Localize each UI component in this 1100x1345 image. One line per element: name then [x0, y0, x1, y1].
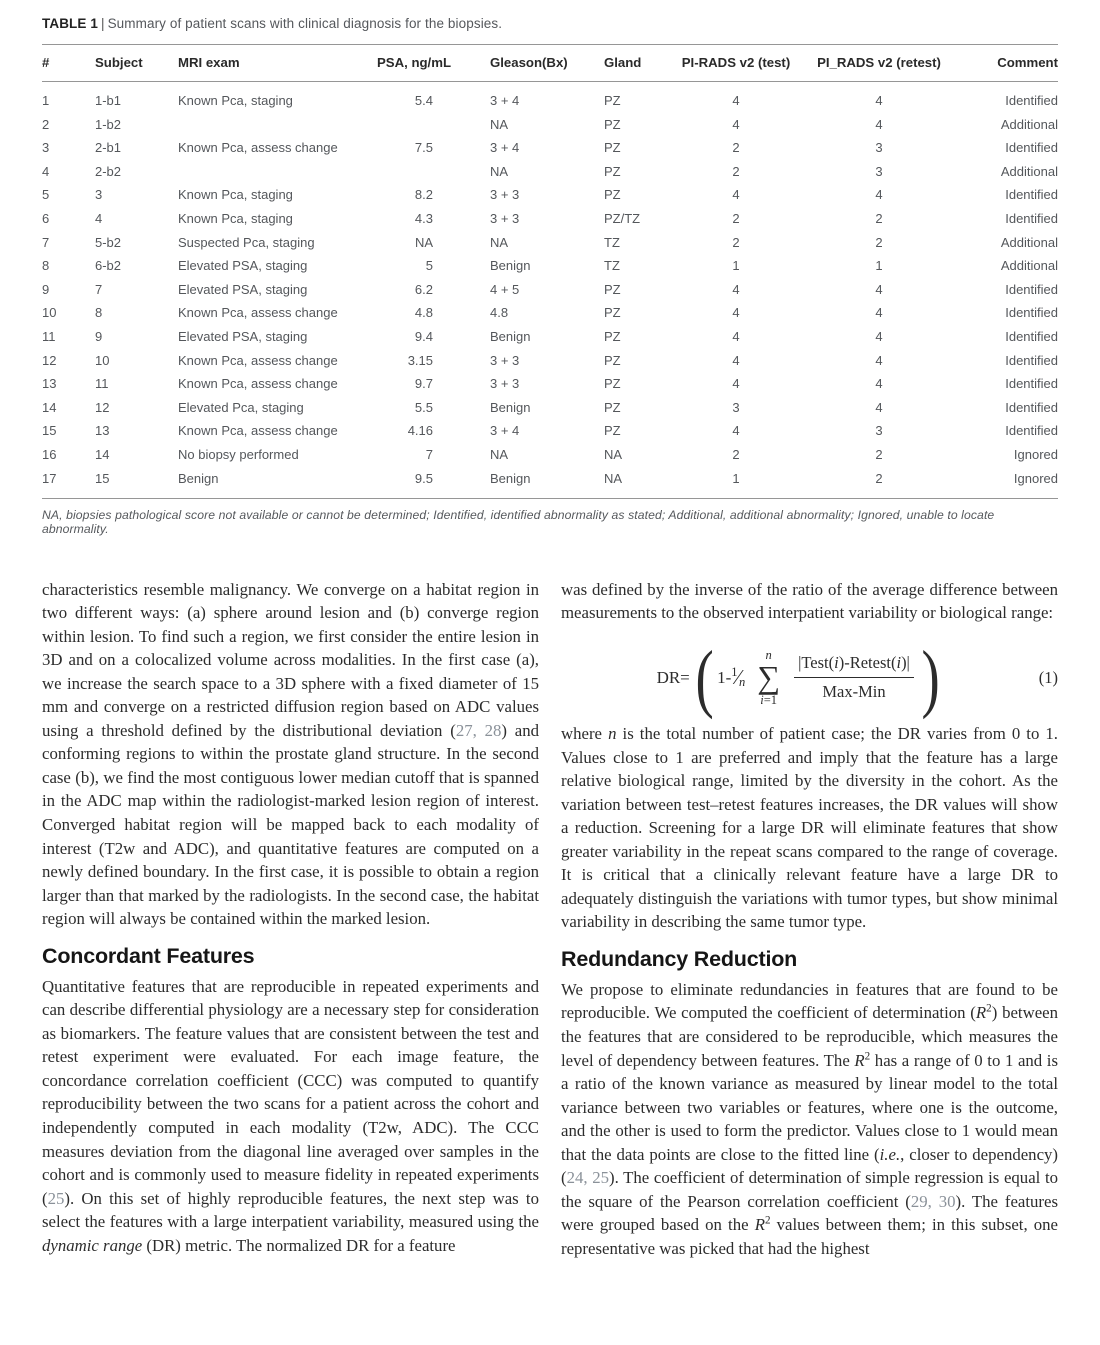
table-cell: 6 [42, 210, 50, 226]
patient-scans-table [42, 44, 1058, 499]
table-cell [377, 159, 490, 183]
table-cell: 2-b1 [95, 140, 122, 156]
table-cell: 15 [95, 470, 110, 486]
table-cell: Elevated PSA, staging [178, 328, 308, 344]
table-cell: No biopsy performed [178, 446, 299, 462]
table-row [42, 443, 1058, 467]
table-cell: 11 [42, 328, 56, 344]
table-cell: 3 [875, 140, 883, 156]
col-header-gleason: Gleason(Bx) [490, 45, 604, 82]
left-column [42, 578, 539, 1261]
paragraph-dr-explanation [561, 722, 1058, 934]
text-segment: We propose to eliminate redundancies in features that are found to be reproducible. We computed the coefficient of determination ( [561, 979, 1058, 1023]
text-segment: i [896, 653, 902, 673]
table-cell: 6.2 [414, 281, 433, 297]
table-cell: 1-b2 [95, 116, 122, 132]
col-header-number: # [42, 45, 95, 82]
table-cell: 16 [42, 446, 57, 462]
table-row [42, 348, 1058, 372]
text-segment: Quantitative features that are reproducible in repeated experiments and can describe differential physiology are a necessary step for consideration as biomarkers. The feature values that are consistent between the test and retest experiment were evaluated. For each image feature, the concordance correlation coefficient (CCC) was computed to quantify reproducibility between the two scans for a patient across the cohort and independently computed in each modality (T2w, ADC). The CCC measures deviation from the diagonal line averaged over samples in the cohort and is commonly used to measure fidelity in repeated experiments ( [42, 976, 539, 1208]
table-cell: 2 [42, 116, 50, 132]
table-cell: PZ [604, 376, 621, 392]
text-segment: has a range of 0 to 1 and is a ratio of the known variance as measured by linear model to the total variance between two variables or features, where one is the outcome, and the other is used to form the predictor. Values close to 1 would mean that the data points are close to the fitted line ( [561, 1050, 1059, 1164]
table-title-separator: | [100, 16, 105, 31]
table-row [42, 183, 1058, 207]
table-cell: Known Pca, assess change [178, 352, 338, 368]
table-cell: 4 [732, 352, 740, 368]
table-cell: 7 [42, 234, 50, 250]
table-cell: 2 [875, 210, 883, 226]
text-segment: i.e. [879, 1144, 901, 1164]
table-cell: 12 [42, 352, 57, 368]
text-segment: values between them; in this subset, one representative was picked that had the highest [561, 1215, 1059, 1258]
paragraph-redundancy-reduction [561, 978, 1058, 1261]
table-cell: Elevated PSA, staging [178, 281, 308, 297]
table-cell: PZ/TZ [604, 210, 641, 226]
table-cell: 14 [95, 446, 110, 462]
table-cell: 4 [732, 328, 740, 344]
table-cell: 4 [732, 116, 740, 132]
table-cell: Suspected Pca, staging [178, 234, 315, 250]
table-cell: 8 [42, 258, 50, 274]
text-segment: =1 [763, 693, 778, 708]
table-cell: Benign [490, 328, 531, 344]
table-row [42, 159, 1058, 183]
table-cell: 4 [875, 93, 883, 108]
table-cell: 5 [425, 258, 433, 274]
table-cell: Known Pca, assess change [178, 423, 338, 439]
table-cell: Identified [1005, 423, 1058, 439]
table-cell: PZ [604, 305, 621, 321]
paragraph-habitat-region [42, 578, 539, 931]
table-cell: Identified [1005, 93, 1058, 108]
one-minus-term [717, 665, 745, 690]
table-cell [178, 159, 377, 183]
table-cell: Identified [1005, 281, 1058, 297]
table-cell: Known Pca, staging [178, 210, 293, 226]
table-cell: NA [490, 163, 509, 179]
table-row [42, 207, 1058, 231]
col-header-mri-exam: MRI exam [178, 45, 377, 82]
table-cell: 17 [42, 470, 57, 486]
table-cell: Identified [1005, 328, 1058, 344]
table-cell: Ignored [1013, 470, 1058, 486]
table-cell: 1 [875, 258, 883, 274]
table-caption: Summary of patient scans with clinical diagnosis for the biopsies. [107, 16, 503, 31]
equation-expression: DR= ( 1- 1 ⁄ n n ∑ i=1 $\frac{\text{|Test(i)-Retest(i)|}}{\text{Max-Min}}$ ) [656, 635, 940, 720]
col-header-pirads-test: PI-RADS v2 (test) [677, 45, 795, 82]
table-cell: 4 + 5 [490, 281, 520, 297]
table-cell: 3 + 4 [490, 140, 520, 156]
table-cell: 11 [95, 376, 109, 392]
citation-link[interactable]: 29, 30 [910, 1191, 956, 1211]
text-segment: is the total number of patient case; the DR varies from 0 to 1. Values close to 1 are preferred and imply that the feature has a large relative biological range, limited by the diversity in the cohort. As the variation between test–retest features increases, the DR values will show a reduction. Screening for a large DR will eliminate features that show greater variability in the repeat scans compared to the range of coverage. It is critical that a clinically relevant feature have a large DR to adequately distinguish the variations with tumor types, but show minimal variability in describing the same tumor type. [561, 723, 1058, 932]
table-cell: NA [604, 470, 623, 486]
table-header-row [42, 45, 1058, 82]
table-cell: 4 [875, 305, 883, 321]
table-cell: TZ [604, 258, 620, 274]
text-segment: characteristics resemble malignancy. We converge on a habitat region in two different ways: (a) sphere around lesion and (b) converge region within lesion. To find such a region, we first consider the entire lesion in 3D and on a colocalized volume across modalities. In the first case (a), we increase the search space to a 3D sphere with a fixed diameter of 15 mm and converge on a restricted diffusion region based on ADC values using a threshold defined by the distributional deviation ( [42, 579, 539, 740]
text-segment: R [975, 1003, 987, 1023]
table-cell: 3 [95, 187, 103, 203]
table-cell: NA [414, 234, 433, 250]
table-cell: 4.16 [407, 423, 433, 439]
table-cell: 2 [732, 140, 740, 156]
table-cell: Ignored [1013, 446, 1058, 462]
table-cell: 9.7 [414, 376, 433, 392]
table-cell: 2 [875, 234, 883, 250]
table-row [42, 301, 1058, 325]
text-segment: , closer to dependency) ( [561, 1144, 1058, 1188]
table-cell: 4 [95, 210, 103, 226]
table-cell: Identified [1005, 352, 1058, 368]
table-cell: 5.4 [414, 93, 433, 108]
table-cell: 15 [42, 423, 57, 439]
table-cell: Additional [1000, 163, 1058, 179]
col-header-comment: Comment [963, 45, 1058, 82]
article-body [42, 578, 1058, 1261]
table-cell: NA [604, 446, 623, 462]
inline-frac-slash: ⁄ [736, 665, 741, 690]
table-cell: 1 [42, 93, 50, 108]
table-cell: 2 [875, 446, 883, 462]
table-cell: 9 [95, 328, 103, 344]
table-cell: 3 [875, 423, 883, 439]
table-cell: PZ [604, 328, 621, 344]
table-cell: 7.5 [414, 140, 433, 156]
table-cell: 2 [732, 163, 740, 179]
text-segment: (DR) metric. The normalized DR for a feature [142, 1235, 456, 1255]
table-cell: Benign [178, 470, 219, 486]
table-cell: PZ [604, 352, 621, 368]
table-cell: PZ [604, 93, 621, 108]
text-segment: ) and conforming regions to within the prostate gland structure. In the second case (b), we find the most contiguous lower median cutoff that is spanned in the ADC map within the radiologist-marked lesion region of interest. Converged habitat region will be mapped back to each modality of interest (T2w and ADC), and quantitative features are computed on a newly defined boundary. In the first case, it is possible to obtain a region larger than that marked by the radiologists. In the second case, the habitat region will always be contained within the marked lesion. [42, 720, 539, 929]
table-cell: Known Pca, assess change [178, 305, 338, 321]
table-cell: Identified [1005, 305, 1058, 321]
table-cell: PZ [604, 399, 621, 415]
paragraph-dr-intro [561, 578, 1058, 625]
table-cell: Benign [490, 399, 531, 415]
text-segment: i [834, 653, 839, 673]
table-cell: 9 [42, 281, 50, 297]
table-cell: 4 [732, 281, 740, 297]
table-cell: 4 [875, 281, 883, 297]
equation-number: (1) [1038, 667, 1058, 687]
text-segment: ). The features were grouped based on the [561, 1191, 1058, 1235]
table1-section [42, 16, 1058, 536]
citation-link[interactable]: 25 [47, 1188, 65, 1208]
table-cell: 1-b1 [95, 93, 122, 108]
table-cell: NA [490, 116, 509, 132]
table-cell: 14 [42, 399, 57, 415]
table-cell: Additional [1000, 258, 1058, 274]
table-cell: 3 + 4 [490, 93, 520, 108]
one-minus-text: 1- [717, 667, 732, 687]
text-segment: )| [901, 653, 910, 673]
text-segment: was defined by the inverse of the ratio of the average difference between measurements to the observed interpatient variability or biological range: [561, 579, 1058, 623]
text-segment: where [561, 723, 609, 743]
table-cell: 2 [732, 234, 740, 250]
table-cell: 4 [875, 116, 883, 132]
table-cell: 4 [875, 376, 883, 392]
table-cell: 1 [732, 470, 740, 486]
table-cell: 5 [42, 187, 50, 203]
table-cell: Additional [1000, 116, 1058, 132]
table-cell: 4 [875, 187, 883, 203]
fraction-denominator: Max-Min [822, 682, 886, 702]
table-cell: 4 [732, 376, 740, 392]
text-segment: |Test( [798, 653, 835, 673]
col-header-subject: Subject [95, 45, 178, 82]
table-cell: 4 [732, 305, 740, 321]
text-segment: i [760, 693, 764, 708]
equation-1 [561, 635, 1058, 720]
table-cell [178, 112, 377, 136]
table-row [42, 136, 1058, 160]
inline-frac-denominator: n [739, 675, 746, 690]
table-cell: NA [490, 234, 509, 250]
table-cell: 5-b2 [95, 234, 122, 250]
table-row [42, 230, 1058, 254]
table-cell: 3 [732, 399, 740, 415]
table-row [42, 325, 1058, 349]
table-cell: 3 + 4 [490, 423, 520, 439]
table-row [42, 82, 1058, 113]
citation-link[interactable]: 24, 25 [566, 1168, 610, 1188]
table-cell: 13 [42, 376, 57, 392]
summation-lower-limit [760, 694, 777, 707]
table-cell: Identified [1005, 187, 1058, 203]
table-cell: Identified [1005, 376, 1058, 392]
table-cell: 10 [95, 352, 110, 368]
table-cell: Elevated Pca, staging [178, 399, 304, 415]
col-header-pirads-retest: PI_RADS v2 (retest) [795, 45, 963, 82]
text-segment: dynamic range [42, 1235, 143, 1255]
table-cell: 1 [732, 258, 740, 274]
table-cell: 7 [95, 281, 103, 297]
table-cell: 3.15 [407, 352, 433, 368]
table-cell: 3 [875, 163, 883, 179]
text-segment: 2 [986, 1002, 992, 1015]
table-row [42, 419, 1058, 443]
citation-link[interactable]: 27, 28 [455, 720, 502, 740]
table-cell: 2-b2 [95, 163, 122, 179]
table-cell: PZ [604, 163, 621, 179]
text-segment: n [608, 723, 617, 743]
text-segment: R [854, 1050, 865, 1070]
text-segment: 2 [764, 1214, 771, 1227]
text-segment: ). The coefficient of determination of simple regression is equal to the square of the Pearson correlation coefficient ( [561, 1168, 1059, 1211]
table-cell: PZ [604, 187, 621, 203]
table-cell: NA [490, 446, 509, 462]
table-cell: PZ [604, 423, 621, 439]
text-segment: R [754, 1215, 765, 1235]
table-cell: Identified [1005, 210, 1058, 226]
table-cell: Identified [1005, 140, 1058, 156]
summation-upper-limit: n [765, 647, 772, 662]
table-cell: 4 [732, 423, 740, 439]
table-cell: 3 + 3 [490, 352, 520, 368]
table-cell: 9.4 [414, 328, 433, 344]
table-cell: 4.8 [414, 305, 433, 321]
table-cell: Known Pca, staging [178, 187, 293, 203]
fraction-numerator [794, 653, 914, 678]
table-cell: 13 [95, 423, 110, 439]
right-column [561, 578, 1058, 1261]
table-cell: 8.2 [414, 187, 433, 203]
table-cell: 4.8 [490, 305, 509, 321]
table-row [42, 254, 1058, 278]
table-cell: 5.5 [414, 399, 433, 415]
equation-fraction [794, 653, 914, 702]
table-cell: 3 + 3 [490, 210, 520, 226]
table-cell: Identified [1005, 399, 1058, 415]
table-row [42, 112, 1058, 136]
table-cell: Benign [490, 470, 531, 486]
table-cell: 4 [732, 187, 740, 203]
text-segment: 2 [864, 1049, 871, 1062]
table-label: TABLE 1 [42, 16, 98, 31]
table-cell: 4 [875, 352, 883, 368]
table-cell: 7 [425, 446, 433, 462]
table-title [42, 16, 1058, 31]
table-cell: 4.3 [414, 210, 433, 226]
table-cell: Benign [490, 258, 531, 274]
table-cell: PZ [604, 140, 621, 156]
table-row [42, 277, 1058, 301]
table-cell: Known Pca, staging [178, 93, 293, 108]
table-cell: 8 [95, 305, 103, 321]
inline-frac-numerator: 1 [731, 665, 738, 680]
table-cell: TZ [604, 234, 620, 250]
table-cell: 6-b2 [95, 258, 122, 274]
table-cell: PZ [604, 281, 621, 297]
table-cell: Known Pca, assess change [178, 140, 338, 156]
text-segment: ). On this set of highly reproducible features, the next step was to select the features with a large interpatient variability, measured using the [42, 1188, 539, 1232]
table-cell: 3 + 3 [490, 376, 520, 392]
section-heading-redundancy-reduction: Redundancy Reduction [561, 946, 798, 971]
table-cell: Known Pca, assess change [178, 376, 338, 392]
table-cell: 4 [875, 328, 883, 344]
table-row [42, 395, 1058, 419]
table-row [42, 372, 1058, 396]
table-cell: 2 [732, 446, 740, 462]
table-cell: 3 [42, 140, 50, 156]
sigma-symbol: ∑ [757, 659, 781, 696]
table-cell: 4 [42, 163, 50, 179]
table-cell: 12 [95, 399, 110, 415]
table-footnote: NA, biopsies pathological score not available or cannot be determined; Identified, identified abnormality as stated; Additional, additional abnormality; Ignored, unable to locate abnormality. [42, 507, 995, 536]
table-row [42, 466, 1058, 498]
text-segment: )-Retest( [838, 653, 897, 673]
table-cell: 4 [732, 93, 740, 108]
equation-lhs: DR= [656, 667, 690, 687]
section-heading-concordant-features: Concordant Features [42, 943, 255, 968]
paragraph-concordant-features [42, 975, 539, 1258]
table-cell: 3 + 3 [490, 187, 520, 203]
table-cell: 2 [732, 210, 740, 226]
table-cell: 4 [875, 399, 883, 415]
table-cell: Elevated PSA, staging [178, 258, 308, 274]
table-cell: 9.5 [414, 470, 433, 486]
summation [757, 649, 780, 707]
table-cell: PZ [604, 116, 621, 132]
col-header-gland: Gland [604, 45, 677, 82]
text-segment: ) between the features that are considered to be reproducible, which measures the level of dependency between features. The [561, 1003, 1058, 1070]
table-cell: 2 [875, 470, 883, 486]
col-header-psa: PSA, ng/mL [377, 45, 490, 82]
table-cell [377, 112, 490, 136]
table-cell: Additional [1000, 234, 1058, 250]
table-cell: 10 [42, 305, 57, 321]
